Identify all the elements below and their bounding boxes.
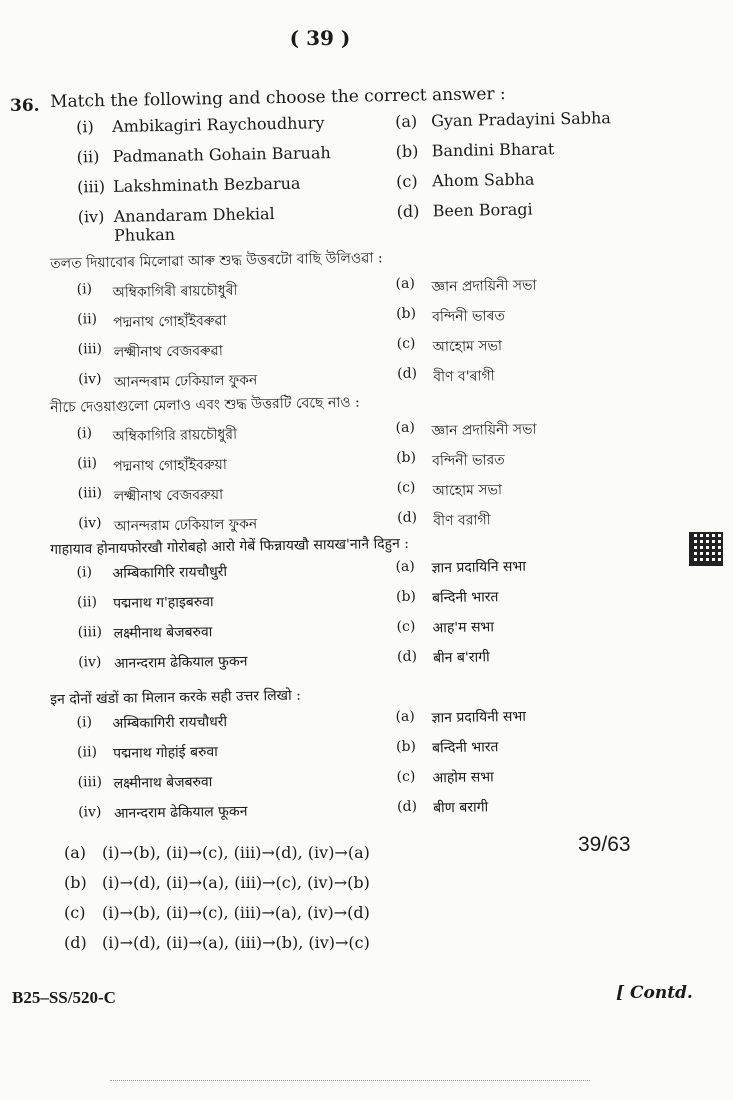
left-label: (i) <box>76 425 93 442</box>
left-item: Anandaram Dhekial Phukan <box>113 204 275 245</box>
assamese-match-block <box>50 242 653 402</box>
bengali-match-block <box>50 386 653 546</box>
right-label: (b) <box>395 588 417 605</box>
right-item: ज्ञान प्रदायिनी सभा <box>431 708 527 727</box>
left-label: (iii) <box>77 774 103 791</box>
hindi-intro: इन दोनों खंडों का मिलान करके सही उत्तर लिखो : <box>50 687 302 708</box>
divider <box>110 1080 590 1081</box>
right-item: बीन ब'रागी <box>432 649 490 667</box>
right-label: (c) <box>396 768 416 785</box>
option-label: (c) <box>64 903 86 922</box>
bodo-match-block <box>50 530 652 685</box>
right-item: বীণ ব'ৰাগী <box>433 368 495 386</box>
left-label: (ii) <box>76 594 98 611</box>
left-label: (i) <box>76 564 93 581</box>
continued-marker: [ Contd. <box>616 983 693 1003</box>
left-label: (iv) <box>77 207 105 227</box>
answer-option[interactable] <box>64 903 370 933</box>
option-label: (b) <box>64 873 87 892</box>
right-label: (a) <box>395 558 415 575</box>
left-item: Lakshminath Bezbarua <box>113 173 301 196</box>
right-label: (a) <box>395 275 416 292</box>
assamese-intro: তলত দিয়াবোৰ মিলোৱা আৰু শুদ্ধ উত্তৰটো বাছি উলিওৱা : <box>50 250 383 272</box>
right-item: बीण बरागी <box>432 799 489 817</box>
option-label: (d) <box>64 933 87 952</box>
question-intro: Match the following and choose the correct answer : <box>50 84 506 112</box>
right-item: आह'म सभा <box>432 619 495 637</box>
left-label: (ii) <box>76 147 100 167</box>
right-label: (b) <box>395 738 417 755</box>
left-item: লক্ষ্মীনাথ বেজবরুয়া <box>113 486 224 505</box>
right-label: (c) <box>396 618 416 635</box>
left-item: पद्मनाथ ग'हाइबरुवा <box>112 594 214 612</box>
left-item: আনন্দৰাম ঢেকিয়াল ফুকন <box>114 372 258 391</box>
answer-option[interactable] <box>64 873 370 903</box>
left-label: (iv) <box>78 371 102 388</box>
left-item: অম্বিকাগিৰী ৰায়চৌধুৰী <box>112 282 238 301</box>
right-label: (a) <box>395 708 415 725</box>
left-item: आनन्दराम ढेकियाल फूकन <box>114 803 248 822</box>
right-item: आहोम सभा <box>432 769 494 787</box>
right-label: (d) <box>397 365 418 382</box>
left-item: Ambikagiri Raychoudhury <box>111 113 325 136</box>
right-item: Gyan Pradayini Sabha <box>430 108 611 131</box>
bengali-intro: নীচে দেওয়াগুলো মেলাও এবং শুদ্ধ উত্তরটি বেছে নাও : <box>50 394 360 416</box>
question-number: 36. <box>10 96 40 116</box>
right-label: (d) <box>397 509 418 526</box>
left-item: अम्बिकागिरी रायचौधरी <box>112 713 228 732</box>
left-label: (i) <box>75 117 94 137</box>
option-text: (i)→(d), (ii)→(a), (iii)→(c), (iv)→(b) <box>102 873 370 892</box>
right-label: (c) <box>395 171 418 191</box>
right-item: বন্দিনী ভাৰত <box>432 308 506 326</box>
left-label: (iv) <box>78 515 102 532</box>
right-label: (b) <box>395 305 417 322</box>
right-item: Bandini Bharat <box>431 139 555 161</box>
right-item: বন্দিনী ভারত <box>432 452 505 470</box>
hindi-match-block <box>50 680 652 835</box>
left-item: আনন্দরাম ঢেকিয়াল ফুকন <box>114 516 258 535</box>
left-label: (ii) <box>77 455 98 472</box>
bodo-intro: गाहायाव होनायफोरखौ गोरोबहो आरो गेबें फिन्नायखौ सायख'नानै दिहुन : <box>50 535 410 558</box>
right-item: বীণ বরাগী <box>433 512 491 530</box>
right-label: (d) <box>396 798 418 815</box>
paper-code: B25–SS/520-C <box>12 988 116 1007</box>
left-item: পদ্মনাথ গোহাঁইবরুয়া <box>113 456 228 475</box>
page-number: ( 39 ) <box>289 26 351 50</box>
answer-option[interactable] <box>64 933 370 963</box>
option-text: (i)→(b), (ii)→(c), (iii)→(a), (iv)→(d) <box>102 903 370 922</box>
answer-option[interactable] <box>64 843 370 873</box>
answer-options <box>64 843 370 963</box>
option-text: (i)→(d), (ii)→(a), (iii)→(b), (iv)→(c) <box>102 933 370 952</box>
left-label: (iii) <box>77 177 106 197</box>
left-label: (i) <box>76 714 93 731</box>
right-item: Ahom Sabha <box>431 169 535 191</box>
right-label: (b) <box>395 141 419 161</box>
right-label: (d) <box>396 201 420 221</box>
left-item: लक्ष्मीनाथ बेजबरुवा <box>113 624 213 642</box>
right-item: আহোম সভা <box>432 338 503 356</box>
left-item: अम्बिकागिरि रायचौधुरी <box>112 563 228 582</box>
right-item: আহোম সভা <box>432 482 503 500</box>
left-label: (iii) <box>77 341 103 358</box>
right-item: ज्ञान प्रदायिनि सभा <box>431 558 527 577</box>
left-label: (iv) <box>78 804 102 821</box>
left-item: Padmanath Gohain Baruah <box>112 143 331 166</box>
left-label: (ii) <box>76 744 98 761</box>
right-label: (b) <box>395 449 417 466</box>
left-label: (i) <box>76 281 93 298</box>
left-label: (iv) <box>78 654 102 671</box>
right-item: बन्दिनी भारत <box>431 589 499 607</box>
left-label: (ii) <box>77 311 98 328</box>
right-item: জ্ঞান প্রদায়িনী সভা <box>431 421 537 440</box>
right-label: (c) <box>396 335 416 352</box>
left-item: पद्मनाथ गोहांई बरुवा <box>112 744 218 762</box>
right-item: Been Boragi <box>432 199 533 221</box>
left-item: অম্বিকাগিরি রায়চৌধুরী <box>112 426 238 445</box>
option-text: (i)→(b), (ii)→(c), (iii)→(d), (iv)→(a) <box>102 843 370 862</box>
right-label: (a) <box>395 419 416 436</box>
left-item: लक्ष्मीनाथ बेजबरुवा <box>113 774 213 792</box>
qr-code <box>689 532 723 566</box>
left-item: आनन्दराम ढेकियाल फुकन <box>114 653 248 672</box>
option-label: (a) <box>64 843 87 862</box>
left-item: পদ্মনাথ গোহাঁইবৰুৱা <box>113 312 227 331</box>
right-label: (c) <box>396 479 416 496</box>
left-label: (iii) <box>77 485 103 502</box>
left-label: (iii) <box>77 624 103 641</box>
right-label: (a) <box>394 111 418 131</box>
right-item: बन्दिनी भारत <box>431 739 499 757</box>
page-reference: 39/63 <box>578 833 631 856</box>
english-match-block <box>50 108 652 252</box>
left-item: লক্ষ্মীনাথ বেজবৰুৱা <box>113 342 224 361</box>
right-label: (d) <box>396 648 418 665</box>
right-item: জ্ঞান প্ৰদায়িনী সভা <box>431 277 537 296</box>
